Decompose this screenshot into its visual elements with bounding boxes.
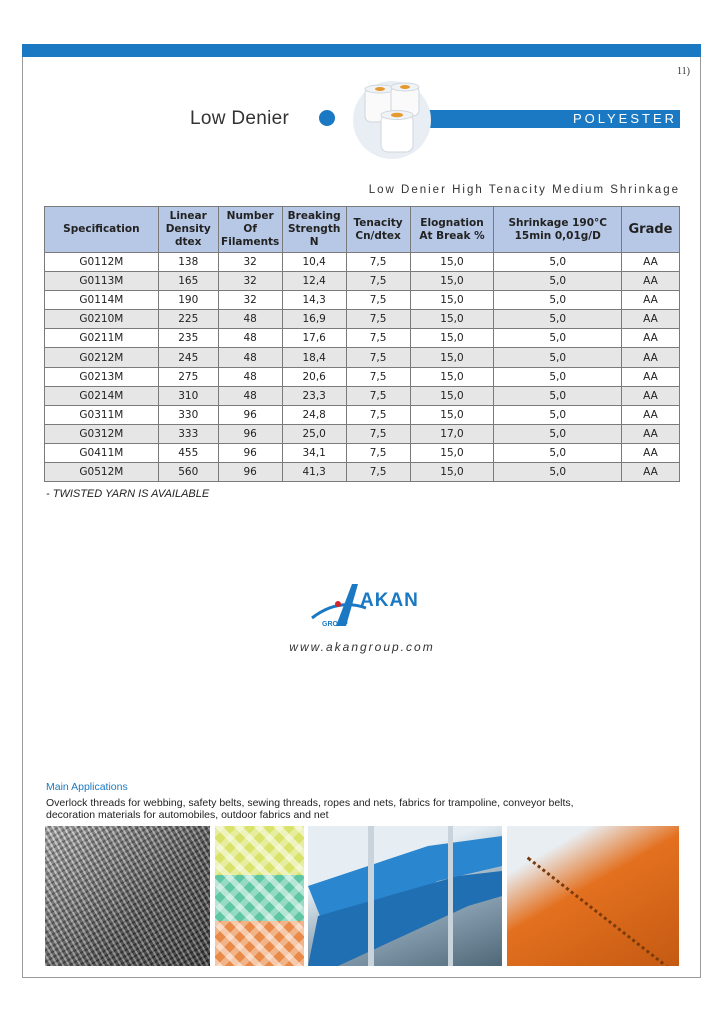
mesh-fabric-photo — [45, 826, 210, 966]
table-row — [45, 253, 680, 272]
table-cell: 24,8 — [282, 405, 346, 424]
table-cell: 7,5 — [346, 253, 410, 272]
table-cell: 165 — [158, 272, 218, 291]
spec-table — [44, 206, 680, 482]
table-cell: 15,0 — [410, 329, 494, 348]
table-cell: 7,5 — [346, 310, 410, 329]
table-cell: 15,0 — [410, 310, 494, 329]
table-cell: 23,3 — [282, 386, 346, 405]
table-cell: G0211M — [45, 329, 159, 348]
col-header-elongation: Elognation At Break % — [410, 207, 494, 253]
table-cell: 25,0 — [282, 424, 346, 443]
table-cell: 15,0 — [410, 272, 494, 291]
conveyor-belt-photo — [308, 826, 502, 966]
table-cell: 48 — [218, 310, 282, 329]
logo-text: AKAN — [360, 590, 419, 611]
table-cell: 34,1 — [282, 443, 346, 462]
yarn-spools-image — [347, 80, 437, 160]
table-cell: 333 — [158, 424, 218, 443]
twisted-yarn-note: - TWISTED YARN IS AVAILABLE — [46, 488, 210, 500]
table-cell: 48 — [218, 348, 282, 367]
table-cell: 15,0 — [410, 291, 494, 310]
table-cell: 7,5 — [346, 424, 410, 443]
table-cell: 32 — [218, 272, 282, 291]
table-cell: AA — [622, 253, 680, 272]
table-row — [45, 386, 680, 405]
table-cell: AA — [622, 424, 680, 443]
table-cell: AA — [622, 463, 680, 482]
table-cell: 32 — [218, 291, 282, 310]
applications-text: Overlock threads for webbing, safety belts, sewing threads, ropes and nets, fabrics for trampoline, conveyor belts, decoration materials for automobiles, outdoor fabrics and net — [46, 797, 574, 821]
table-cell: G0411M — [45, 443, 159, 462]
table-row — [45, 329, 680, 348]
table-cell: AA — [622, 405, 680, 424]
table-row — [45, 272, 680, 291]
table-cell: G0112M — [45, 253, 159, 272]
patterned-fabric-photo — [215, 826, 304, 966]
table-cell: 5,0 — [494, 443, 622, 462]
table-cell: 48 — [218, 329, 282, 348]
table-cell: 245 — [158, 348, 218, 367]
table-cell: G0214M — [45, 386, 159, 405]
top-accent-bar — [22, 44, 701, 57]
table-cell: 330 — [158, 405, 218, 424]
table-cell: 7,5 — [346, 329, 410, 348]
table-cell: 15,0 — [410, 253, 494, 272]
table-cell: 5,0 — [494, 310, 622, 329]
table-cell: 7,5 — [346, 463, 410, 482]
table-cell: 7,5 — [346, 367, 410, 386]
table-cell: G0113M — [45, 272, 159, 291]
table-cell: 560 — [158, 463, 218, 482]
table-cell: 5,0 — [494, 367, 622, 386]
table-cell: 32 — [218, 253, 282, 272]
table-cell: 235 — [158, 329, 218, 348]
table-cell: G0311M — [45, 405, 159, 424]
table-cell: 5,0 — [494, 405, 622, 424]
col-header-tenacity: Tenacity Cn/dtex — [346, 207, 410, 253]
table-cell: 10,4 — [282, 253, 346, 272]
table-row — [45, 405, 680, 424]
table-cell: 7,5 — [346, 272, 410, 291]
table-cell: 96 — [218, 463, 282, 482]
col-header-linear-density: Linear Density dtex — [158, 207, 218, 253]
table-subtitle: Low Denier High Tenacity Medium Shrinkage — [368, 184, 680, 196]
website-url[interactable]: www.akangroup.com — [289, 640, 435, 654]
col-header-breaking-strength: Breaking Strength N — [282, 207, 346, 253]
table-cell: 15,0 — [410, 405, 494, 424]
logo-sub-text: GROUP — [322, 621, 348, 628]
table-cell: 15,0 — [410, 367, 494, 386]
table-cell: 17,0 — [410, 424, 494, 443]
table-cell: 7,5 — [346, 405, 410, 424]
col-header-shrinkage: Shrinkage 190°C 15min 0,01g/D — [494, 207, 622, 253]
table-cell: 225 — [158, 310, 218, 329]
table-cell: G0212M — [45, 348, 159, 367]
table-cell: G0512M — [45, 463, 159, 482]
table-cell: AA — [622, 310, 680, 329]
table-cell: 5,0 — [494, 424, 622, 443]
table-cell: G0114M — [45, 291, 159, 310]
table-cell: 20,6 — [282, 367, 346, 386]
table-cell: 16,9 — [282, 310, 346, 329]
table-cell: 455 — [158, 443, 218, 462]
table-cell: AA — [622, 443, 680, 462]
table-cell: 7,5 — [346, 291, 410, 310]
table-cell: 5,0 — [494, 329, 622, 348]
table-row — [45, 310, 680, 329]
table-cell: 5,0 — [494, 291, 622, 310]
table-cell: AA — [622, 329, 680, 348]
table-cell: 7,5 — [346, 386, 410, 405]
table-cell: 7,5 — [346, 443, 410, 462]
page-number: 11) — [677, 66, 690, 77]
applications-heading: Main Applications — [46, 781, 128, 793]
col-header-grade: Grade — [622, 207, 680, 253]
table-cell: 15,0 — [410, 348, 494, 367]
table-row — [45, 367, 680, 386]
table-cell: 96 — [218, 424, 282, 443]
orange-webbing-photo — [507, 826, 679, 966]
table-cell: 14,3 — [282, 291, 346, 310]
table-cell: 48 — [218, 386, 282, 405]
table-cell: AA — [622, 272, 680, 291]
bullet-dot-icon — [319, 110, 335, 126]
table-cell: AA — [622, 291, 680, 310]
table-body — [45, 253, 680, 482]
table-cell: AA — [622, 386, 680, 405]
table-header-row — [45, 207, 680, 253]
col-header-filaments: Number Of Filaments — [218, 207, 282, 253]
table-cell: 15,0 — [410, 463, 494, 482]
table-cell: 17,6 — [282, 329, 346, 348]
table-row — [45, 348, 680, 367]
table-cell: 96 — [218, 405, 282, 424]
table-cell: 7,5 — [346, 348, 410, 367]
table-cell: 96 — [218, 443, 282, 462]
table-row — [45, 291, 680, 310]
table-row — [45, 443, 680, 462]
table-cell: 5,0 — [494, 253, 622, 272]
table-cell: 15,0 — [410, 443, 494, 462]
table-cell: 48 — [218, 367, 282, 386]
table-cell: 15,0 — [410, 386, 494, 405]
table-row — [45, 424, 680, 443]
table-cell: 275 — [158, 367, 218, 386]
page-title: Low Denier — [190, 108, 290, 129]
table-cell: 310 — [158, 386, 218, 405]
table-cell: 5,0 — [494, 463, 622, 482]
table-cell: 12,4 — [282, 272, 346, 291]
table-cell: 190 — [158, 291, 218, 310]
col-header-specification: Specification — [45, 207, 159, 253]
table-cell: 5,0 — [494, 272, 622, 291]
table-cell: AA — [622, 367, 680, 386]
category-label: POLYESTER — [572, 111, 677, 126]
table-cell: 5,0 — [494, 386, 622, 405]
table-row — [45, 463, 680, 482]
table-cell: AA — [622, 348, 680, 367]
table-cell: G0213M — [45, 367, 159, 386]
table-cell: 41,3 — [282, 463, 346, 482]
table-cell: 18,4 — [282, 348, 346, 367]
table-cell: G0312M — [45, 424, 159, 443]
table-cell: G0210M — [45, 310, 159, 329]
table-cell: 138 — [158, 253, 218, 272]
table-cell: 5,0 — [494, 348, 622, 367]
